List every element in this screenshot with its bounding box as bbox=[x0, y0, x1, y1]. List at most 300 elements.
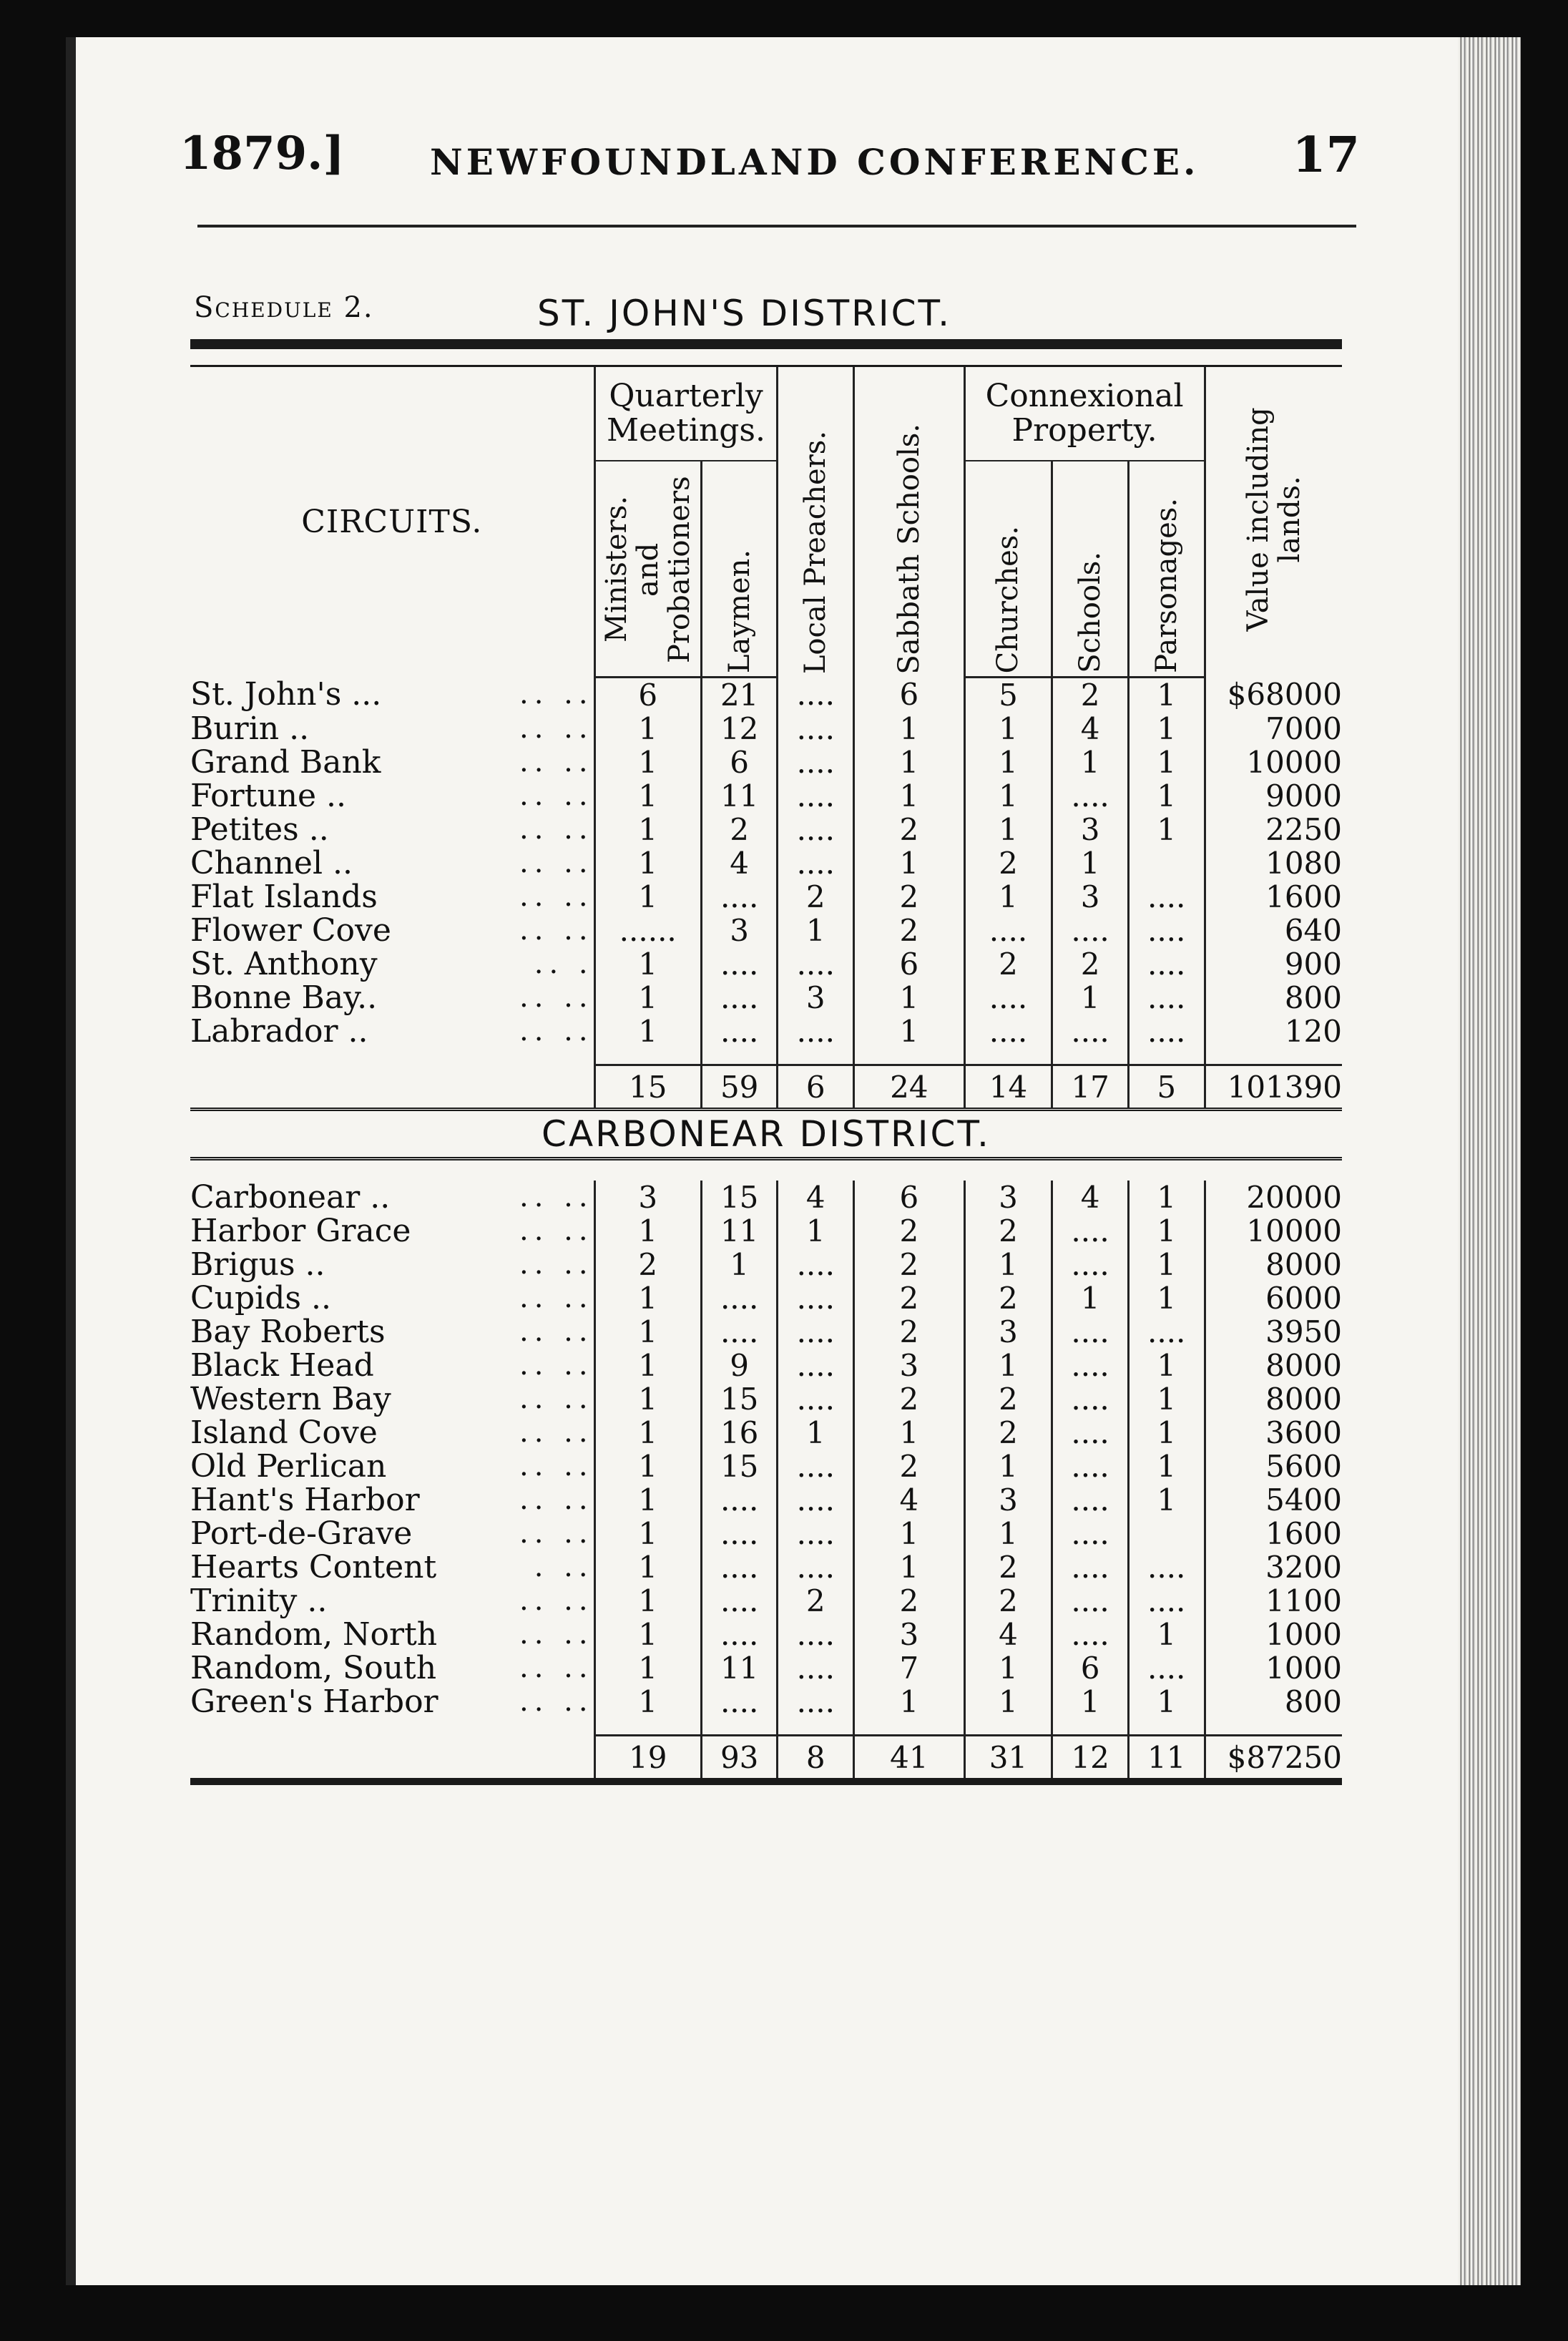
cell-lay: .... bbox=[701, 880, 778, 914]
cell-min: 1 bbox=[594, 1015, 701, 1048]
cell-value: 3600 bbox=[1205, 1416, 1342, 1450]
cell-sc: 1 bbox=[1052, 981, 1129, 1015]
circuit-name: Bonne Bay.. bbox=[190, 979, 378, 1016]
circuit-name: St. John's ... bbox=[190, 676, 382, 713]
cell-min: 1 bbox=[594, 947, 701, 981]
totals-row bbox=[190, 1065, 1342, 1110]
leader-dots: .. .. bbox=[519, 1685, 594, 1718]
leader-dots: .. .. bbox=[519, 1281, 594, 1314]
leader-dots: .. .. bbox=[519, 1382, 594, 1415]
cell-value: 10000 bbox=[1205, 746, 1342, 779]
total-lay: 59 bbox=[701, 1065, 778, 1110]
cell-ch: 1 bbox=[964, 880, 1052, 914]
table-row bbox=[190, 746, 1342, 779]
cell-lp: 2 bbox=[778, 880, 854, 914]
cell-min: 1 bbox=[594, 1450, 701, 1483]
cell-ch: 2 bbox=[964, 1550, 1052, 1584]
quarterly-meetings-header: Quarterly Meetings. bbox=[594, 366, 778, 461]
parsonages-header: Parsonages. bbox=[1128, 461, 1205, 678]
st-johns-rows bbox=[190, 678, 1342, 1110]
cell-ch: 3 bbox=[964, 1483, 1052, 1517]
cell-ss: 2 bbox=[854, 813, 965, 846]
cell-pa: 1 bbox=[1128, 1382, 1205, 1416]
page-edge bbox=[1458, 37, 1521, 2285]
cell-pa: .... bbox=[1128, 947, 1205, 981]
cell-lay: 9 bbox=[701, 1349, 778, 1382]
cell-min: 1 bbox=[594, 779, 701, 813]
table-row bbox=[190, 1685, 1342, 1719]
total-pa: 5 bbox=[1128, 1065, 1205, 1110]
cell-ss: 1 bbox=[854, 746, 965, 779]
cell-sc: 1 bbox=[1052, 746, 1129, 779]
total-sc: 17 bbox=[1052, 1065, 1129, 1110]
circuit-name: Labrador .. bbox=[190, 1013, 368, 1050]
cell-ch: 4 bbox=[964, 1618, 1052, 1651]
cell-lay: 6 bbox=[701, 746, 778, 779]
circuit-name: Random, South bbox=[190, 1650, 437, 1686]
leader-dots: .. .. bbox=[519, 813, 594, 846]
cell-pa: 1 bbox=[1128, 1618, 1205, 1651]
cell-sc: 1 bbox=[1052, 846, 1129, 880]
circuit-name: Cupids .. bbox=[190, 1280, 331, 1316]
table-row bbox=[190, 1517, 1342, 1550]
cell-min: 3 bbox=[594, 1181, 701, 1214]
cell-sc: .... bbox=[1052, 1214, 1129, 1248]
cell-pa bbox=[1128, 846, 1205, 880]
cell-pa: 1 bbox=[1128, 712, 1205, 746]
cell-ch: 5 bbox=[964, 678, 1052, 713]
cell-ss: 1 bbox=[854, 1517, 965, 1550]
cell-lay: 16 bbox=[701, 1416, 778, 1450]
cell-value: $68000 bbox=[1205, 678, 1342, 713]
table-row bbox=[190, 1584, 1342, 1618]
table-row bbox=[190, 1181, 1342, 1214]
cell-min: 2 bbox=[594, 1248, 701, 1281]
cell-value: 120 bbox=[1205, 1015, 1342, 1048]
cell-sc: .... bbox=[1052, 1015, 1129, 1048]
cell-sc: 2 bbox=[1052, 947, 1129, 981]
cell-sc: .... bbox=[1052, 1584, 1129, 1618]
cell-ss: 6 bbox=[854, 1181, 965, 1214]
cell-lay: 3 bbox=[701, 914, 778, 947]
circuit-name: Harbor Grace bbox=[190, 1213, 411, 1249]
table-row bbox=[190, 1416, 1342, 1450]
cell-min: 1 bbox=[594, 1214, 701, 1248]
circuit-name: Flower Cove bbox=[190, 912, 391, 949]
leader-dots: .. .. bbox=[519, 1248, 594, 1281]
leader-dots: .. .. bbox=[519, 712, 594, 745]
cell-value: 2250 bbox=[1205, 813, 1342, 846]
circuit-name: Petites .. bbox=[190, 811, 329, 848]
cell-ch: 1 bbox=[964, 712, 1052, 746]
cell-lp: 2 bbox=[778, 1584, 854, 1618]
leader-dots: .. .. bbox=[519, 1517, 594, 1550]
cell-lp: .... bbox=[778, 1382, 854, 1416]
table-row bbox=[190, 712, 1342, 746]
total-lp: 6 bbox=[778, 1065, 854, 1110]
cell-lp: .... bbox=[778, 1550, 854, 1584]
circuit-name: Channel .. bbox=[190, 845, 353, 881]
schedule-table bbox=[190, 339, 1342, 1792]
header-rule bbox=[197, 225, 1356, 228]
local-preachers-header: Local Preachers. bbox=[778, 366, 854, 678]
cell-value: 800 bbox=[1205, 981, 1342, 1015]
cell-ss: 7 bbox=[854, 1651, 965, 1685]
leader-dots: .. .. bbox=[519, 746, 594, 778]
cell-pa: 1 bbox=[1128, 1685, 1205, 1719]
cell-sc: .... bbox=[1052, 779, 1129, 813]
cell-ch: 2 bbox=[964, 1281, 1052, 1315]
circuit-name: Fortune .. bbox=[190, 778, 347, 814]
cell-lp: .... bbox=[778, 1248, 854, 1281]
cell-value: 7000 bbox=[1205, 712, 1342, 746]
cell-pa: 1 bbox=[1128, 746, 1205, 779]
total-min: 19 bbox=[594, 1736, 701, 1782]
cell-ss: 1 bbox=[854, 779, 965, 813]
cell-ch: 2 bbox=[964, 1214, 1052, 1248]
cell-value: 1080 bbox=[1205, 846, 1342, 880]
cell-pa: .... bbox=[1128, 1584, 1205, 1618]
cell-min: 1 bbox=[594, 1517, 701, 1550]
cell-pa: 1 bbox=[1128, 1349, 1205, 1382]
cell-ch: 1 bbox=[964, 779, 1052, 813]
cell-lp: .... bbox=[778, 1618, 854, 1651]
cell-lay: .... bbox=[701, 1315, 778, 1349]
cell-ss: 2 bbox=[854, 1450, 965, 1483]
cell-min: 1 bbox=[594, 1550, 701, 1584]
cell-lay: 12 bbox=[701, 712, 778, 746]
circuit-name: St. Anthony bbox=[190, 946, 378, 982]
total-ss: 24 bbox=[854, 1065, 965, 1110]
cell-pa: .... bbox=[1128, 1550, 1205, 1584]
cell-min: 1 bbox=[594, 1416, 701, 1450]
carbonear-district-title: CARBONEAR DISTRICT. bbox=[190, 1110, 1342, 1159]
table-row bbox=[190, 1349, 1342, 1382]
cell-lay: .... bbox=[701, 981, 778, 1015]
cell-lay: 4 bbox=[701, 846, 778, 880]
cell-lay: 15 bbox=[701, 1181, 778, 1214]
header-row-groups bbox=[190, 366, 1342, 461]
leader-dots: .. .. bbox=[519, 1214, 594, 1247]
cell-sc: .... bbox=[1052, 1248, 1129, 1281]
cell-pa: 1 bbox=[1128, 1281, 1205, 1315]
cell-lp: 1 bbox=[778, 1214, 854, 1248]
circuit-name: Old Perlican bbox=[190, 1448, 387, 1485]
total-lp: 8 bbox=[778, 1736, 854, 1782]
cell-lp: .... bbox=[778, 1349, 854, 1382]
cell-sc: 1 bbox=[1052, 1281, 1129, 1315]
cell-lp: .... bbox=[778, 1450, 854, 1483]
cell-value: 1600 bbox=[1205, 1517, 1342, 1550]
cell-ss: 2 bbox=[854, 1281, 965, 1315]
leader-dots: .. .. bbox=[519, 1349, 594, 1382]
leader-dots: .. .. bbox=[519, 779, 594, 812]
table-row bbox=[190, 678, 1342, 713]
top-rule bbox=[190, 344, 1342, 366]
leader-dots: .. .. bbox=[519, 1584, 594, 1617]
table-row bbox=[190, 880, 1342, 914]
cell-ch: .... bbox=[964, 981, 1052, 1015]
cell-pa: .... bbox=[1128, 981, 1205, 1015]
cell-ss: 2 bbox=[854, 1248, 965, 1281]
circuit-name: Hearts Content bbox=[190, 1549, 437, 1585]
cell-value: 800 bbox=[1205, 1685, 1342, 1719]
cell-sc: .... bbox=[1052, 1315, 1129, 1349]
table-row bbox=[190, 1382, 1342, 1416]
cell-min: 1 bbox=[594, 1483, 701, 1517]
cell-pa bbox=[1128, 1517, 1205, 1550]
total-lay: 93 bbox=[701, 1736, 778, 1782]
cell-value: 6000 bbox=[1205, 1281, 1342, 1315]
cell-lay: .... bbox=[701, 1015, 778, 1048]
table-row bbox=[190, 947, 1342, 981]
cell-min: 1 bbox=[594, 1584, 701, 1618]
cell-ss: 1 bbox=[854, 1015, 965, 1048]
totals-row bbox=[190, 1736, 1342, 1782]
cell-lay: 1 bbox=[701, 1248, 778, 1281]
cell-min: 1 bbox=[594, 746, 701, 779]
cell-ch: 1 bbox=[964, 813, 1052, 846]
circuit-name: Black Head bbox=[190, 1347, 374, 1384]
cell-lay: 15 bbox=[701, 1382, 778, 1416]
cell-value: 9000 bbox=[1205, 779, 1342, 813]
cell-lp: .... bbox=[778, 846, 854, 880]
gap-row bbox=[190, 1159, 1342, 1181]
cell-min: 1 bbox=[594, 1618, 701, 1651]
cell-value: 900 bbox=[1205, 947, 1342, 981]
cell-sc: .... bbox=[1052, 1382, 1129, 1416]
cell-pa: 1 bbox=[1128, 1248, 1205, 1281]
cell-pa: 1 bbox=[1128, 779, 1205, 813]
cell-value: 8000 bbox=[1205, 1382, 1342, 1416]
cell-pa: 1 bbox=[1128, 1181, 1205, 1214]
leader-dots: .. .. bbox=[519, 1618, 594, 1651]
cell-lp: .... bbox=[778, 947, 854, 981]
leader-dots: .. .. bbox=[519, 1416, 594, 1449]
cell-value: 10000 bbox=[1205, 1214, 1342, 1248]
leader-dots: .. .. bbox=[519, 1483, 594, 1516]
cell-ss: 1 bbox=[854, 1685, 965, 1719]
cell-value: 1100 bbox=[1205, 1584, 1342, 1618]
circuit-name: Island Cove bbox=[190, 1414, 378, 1451]
table-row bbox=[190, 1315, 1342, 1349]
cell-ch: .... bbox=[964, 914, 1052, 947]
cell-min: 1 bbox=[594, 1685, 701, 1719]
cell-lp: .... bbox=[778, 1315, 854, 1349]
cell-ch: 1 bbox=[964, 1450, 1052, 1483]
cell-lay: .... bbox=[701, 1685, 778, 1719]
cell-sc: 4 bbox=[1052, 712, 1129, 746]
cell-lay: 2 bbox=[701, 813, 778, 846]
cell-pa: 1 bbox=[1128, 813, 1205, 846]
cell-lay: 15 bbox=[701, 1450, 778, 1483]
cell-min: 6 bbox=[594, 678, 701, 713]
leader-dots: .. .. bbox=[519, 981, 594, 1014]
table-row bbox=[190, 1214, 1342, 1248]
total-value: $87250 bbox=[1205, 1736, 1342, 1782]
cell-value: 1000 bbox=[1205, 1618, 1342, 1651]
cell-lay: .... bbox=[701, 1584, 778, 1618]
cell-sc: 2 bbox=[1052, 678, 1129, 713]
cell-lp: 3 bbox=[778, 981, 854, 1015]
cell-min: 1 bbox=[594, 1349, 701, 1382]
cell-value: 1000 bbox=[1205, 1651, 1342, 1685]
leader-dots: .. .. bbox=[519, 1015, 594, 1047]
total-pa: 11 bbox=[1128, 1736, 1205, 1782]
cell-lp: .... bbox=[778, 779, 854, 813]
cell-lp: .... bbox=[778, 1015, 854, 1048]
table-row bbox=[190, 1281, 1342, 1315]
cell-lp: .... bbox=[778, 813, 854, 846]
circuit-name: Carbonear .. bbox=[190, 1179, 391, 1216]
leader-dots: .. .. bbox=[519, 1315, 594, 1348]
cell-sc: .... bbox=[1052, 1349, 1129, 1382]
cell-ch: 1 bbox=[964, 1349, 1052, 1382]
table-row bbox=[190, 1015, 1342, 1048]
cell-ss: 2 bbox=[854, 1315, 965, 1349]
carbonear-title-row bbox=[190, 1110, 1342, 1159]
table-row bbox=[190, 1651, 1342, 1685]
cell-pa: 1 bbox=[1128, 1214, 1205, 1248]
cell-min: 1 bbox=[594, 1382, 701, 1416]
table-row bbox=[190, 1450, 1342, 1483]
cell-ch: 2 bbox=[964, 846, 1052, 880]
table-row bbox=[190, 1618, 1342, 1651]
table-row bbox=[190, 1483, 1342, 1517]
cell-min: 1 bbox=[594, 880, 701, 914]
page-header bbox=[180, 105, 1360, 205]
header-year: 1879.] bbox=[180, 127, 345, 180]
total-min: 15 bbox=[594, 1065, 701, 1110]
laymen-header: Laymen. bbox=[701, 461, 778, 678]
value-header: Value including lands. bbox=[1205, 366, 1342, 678]
leader-dots: .. .. bbox=[519, 914, 594, 947]
cell-ss: 2 bbox=[854, 880, 965, 914]
cell-lay: .... bbox=[701, 947, 778, 981]
cell-sc: .... bbox=[1052, 1550, 1129, 1584]
spacer-row bbox=[190, 1719, 1342, 1736]
ministers-header: Ministers. and Probationers bbox=[594, 461, 701, 678]
total-ch: 14 bbox=[964, 1065, 1052, 1110]
leader-dots: .. .. bbox=[519, 1651, 594, 1684]
circuit-name: Western Bay bbox=[190, 1381, 391, 1417]
cell-ch: 1 bbox=[964, 1248, 1052, 1281]
circuit-name: Trinity .. bbox=[190, 1583, 328, 1619]
total-value: 101390 bbox=[1205, 1065, 1342, 1110]
circuit-name: Green's Harbor bbox=[190, 1683, 438, 1720]
total-sc: 12 bbox=[1052, 1736, 1129, 1782]
cell-value: 8000 bbox=[1205, 1349, 1342, 1382]
cell-lay: 11 bbox=[701, 1214, 778, 1248]
cell-lay: .... bbox=[701, 1483, 778, 1517]
cell-lay: .... bbox=[701, 1550, 778, 1584]
cell-ss: 2 bbox=[854, 914, 965, 947]
cell-lp: .... bbox=[778, 1281, 854, 1315]
cell-sc: .... bbox=[1052, 1618, 1129, 1651]
cell-lay: .... bbox=[701, 1281, 778, 1315]
schedule-label: Schedule 2. bbox=[194, 291, 374, 324]
total-ss: 41 bbox=[854, 1736, 965, 1782]
circuit-name: Port-de-Grave bbox=[190, 1515, 413, 1552]
cell-sc: 1 bbox=[1052, 1685, 1129, 1719]
cell-min: 1 bbox=[594, 981, 701, 1015]
cell-ss: 1 bbox=[854, 1550, 965, 1584]
cell-min: ...... bbox=[594, 914, 701, 947]
cell-ch: 1 bbox=[964, 1517, 1052, 1550]
cell-ss: 1 bbox=[854, 712, 965, 746]
carbonear-section-title bbox=[190, 1110, 1342, 1181]
cell-value: 8000 bbox=[1205, 1248, 1342, 1281]
cell-ch: 2 bbox=[964, 1382, 1052, 1416]
cell-ss: 1 bbox=[854, 981, 965, 1015]
cell-min: 1 bbox=[594, 813, 701, 846]
cell-ch: 3 bbox=[964, 1315, 1052, 1349]
sabbath-schools-header: Sabbath Schools. bbox=[854, 366, 965, 678]
cell-ch: 2 bbox=[964, 1416, 1052, 1450]
cell-value: 640 bbox=[1205, 914, 1342, 947]
leader-dots: .. .. bbox=[519, 1450, 594, 1482]
circuit-name: Burin .. bbox=[190, 710, 310, 747]
schools-header: Schools. bbox=[1052, 461, 1129, 678]
cell-lp: .... bbox=[778, 1517, 854, 1550]
table-row bbox=[190, 1248, 1342, 1281]
cell-sc: .... bbox=[1052, 1517, 1129, 1550]
cell-lp: 1 bbox=[778, 914, 854, 947]
cell-min: 1 bbox=[594, 1651, 701, 1685]
circuit-name: Hant's Harbor bbox=[190, 1482, 420, 1518]
circuit-name: Random, North bbox=[190, 1616, 438, 1653]
cell-ss: 6 bbox=[854, 678, 965, 713]
cell-ss: 2 bbox=[854, 1382, 965, 1416]
cell-ss: 6 bbox=[854, 947, 965, 981]
cell-min: 1 bbox=[594, 1315, 701, 1349]
header-title: NEWFOUNDLAND CONFERENCE. bbox=[430, 141, 1200, 183]
table-row bbox=[190, 779, 1342, 813]
circuit-name: Grand Bank bbox=[190, 744, 381, 781]
cell-sc: .... bbox=[1052, 914, 1129, 947]
bottom-rule bbox=[190, 1782, 1342, 1792]
cell-sc: 6 bbox=[1052, 1651, 1129, 1685]
connexional-property-header: Connexional Property. bbox=[964, 366, 1205, 461]
cell-lp: 4 bbox=[778, 1181, 854, 1214]
cell-pa: .... bbox=[1128, 1015, 1205, 1048]
cell-value: 5600 bbox=[1205, 1450, 1342, 1483]
cell-lp: .... bbox=[778, 1651, 854, 1685]
cell-sc: 3 bbox=[1052, 813, 1129, 846]
cell-pa: 1 bbox=[1128, 1483, 1205, 1517]
carbonear-rows bbox=[190, 1181, 1342, 1782]
cell-value: 20000 bbox=[1205, 1181, 1342, 1214]
cell-lp: .... bbox=[778, 1685, 854, 1719]
churches-header: Churches. bbox=[964, 461, 1052, 678]
cell-value: 3950 bbox=[1205, 1315, 1342, 1349]
cell-lp: .... bbox=[778, 1483, 854, 1517]
cell-pa: 1 bbox=[1128, 678, 1205, 713]
cell-sc: 3 bbox=[1052, 880, 1129, 914]
table-row bbox=[190, 846, 1342, 880]
cell-ch: 2 bbox=[964, 1584, 1052, 1618]
cell-ss: 3 bbox=[854, 1618, 965, 1651]
circuits-header: CIRCUITS. bbox=[301, 504, 483, 541]
cell-sc: .... bbox=[1052, 1483, 1129, 1517]
leader-dots: .. . bbox=[534, 947, 594, 980]
cell-lp: .... bbox=[778, 746, 854, 779]
cell-pa: .... bbox=[1128, 880, 1205, 914]
cell-ss: 4 bbox=[854, 1483, 965, 1517]
leader-dots: .. .. bbox=[519, 678, 594, 711]
cell-pa: .... bbox=[1128, 1315, 1205, 1349]
cell-min: 1 bbox=[594, 712, 701, 746]
